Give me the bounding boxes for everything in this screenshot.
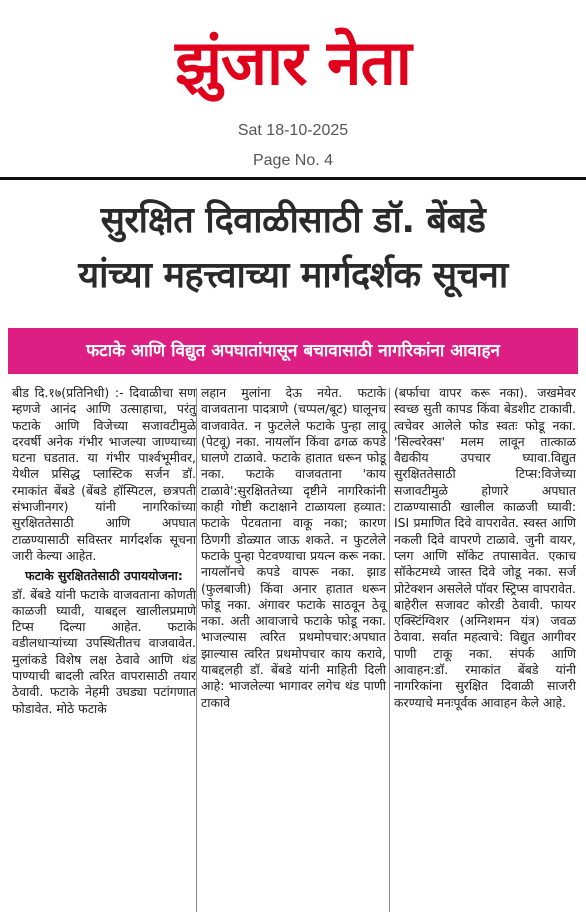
headline-line-1: सुरक्षित दिवाळीसाठी डॉ. बेंबडे [100,200,486,241]
column-divider-1 [196,388,197,912]
edition-date: Sat 18-10-2025 [237,122,349,139]
masthead [0,0,586,176]
article-headline [8,193,578,303]
article-column-3 [394,385,576,711]
column-2-paragraph: लहान मुलांना देऊ नयेत. फटाके वाजवताना पादत्राणे (चप्पल/बूट) घालूनच वाजवावेत. न फुटलेले फटाके पुन्हा लावू (पेटवू) नका. नायलॉन किंवा ढगळ कपडे घालणे टाळावे. फटाके हातात धरून फोडू नका. फटाके वाजवताना 'काय टाळावे':सुरक्षिततेच्या दृष्टीने नागरिकांनी काही गोष्टी कटाक्षाने टाळायला हव्यात: फटाके पेटवताना वाकू नका; कारण ठिणगी डोळ्यात जाऊ शकते. न फुटलेले फटाके पुन्हा पेटवण्याचा प्रयत्न करू नका. नायलॉनचे कपडे वापरू नका. झाड (फुलबाजी) किंवा अनार हातात धरून फोडू नका. अंगावर फटाके साठवून ठेवू नका. अती आवाजाचे फटाके फोडू नका. भाजल्यास त्वरित प्रथमोपचार:अपघात झाल्यास त्वरित प्रथमोपचार काय करावे, याबद्दलही डॉ. बेंबडे यांनी माहिती दिली आहे: भाजलेल्या भागावर लगेच थंड पाणी टाकावे [201,385,386,710]
column-3-paragraph: (बर्फाचा वापर करू नका). जखमेवर स्वच्छ सुती कापड किंवा बेडशीट टाकावी. त्वचेवर आलेले फोड स्वतः फोडू नका. 'सिल्वरेक्स' मलम लावून तात्काळ वैद्यकीय उपचार घ्यावा.विद्युत सुरक्षिततेसाठी टिप्स:विजेच्या सजावटीमुळे होणारे अपघात टाळण्यासाठी खालील काळजी घ्यावी: ISI प्रमाणित दिवे वापरावेत. स्वस्त आणि नकली दिवे वापरणे टाळावे. जुनी वायर, प्लग आणि सॉकेट तपासावेत. एकाच सॉकेटमध्ये जास्त दिवे जोडू नका. सर्ज प्रोटेक्शन असलेले पॉवर स्ट्रिप्स वापरावेत. बाहेरील सजावट कोरडी ठेवावी. फायर एक्स्टिंग्विशर (अग्निशमन यंत्र) जवळ ठेवावा. सर्वात महत्वाचे: विद्युत आगीवर पाणी टाकू नका. संपर्क आणि आवाहन:डॉ. रमाकांत बेंबडे यांनी नागरिकांना सुरक्षित दिवाळी साजरी करण्याचे मनःपूर्वक आवाहन केले आहे. [394,385,576,710]
article-column-2 [201,385,386,711]
column-1-intro-paragraph: बीड दि.१७(प्रतिनिधी) :- दिवाळीचा सण म्हणजे आनंद आणि उत्साहाचा, परंतु फटाके आणि विजेच्या सजावटीमुळे दरवर्षी अनेक गंभीर भाजल्या जाण्याच्या घटना घडतात. या गंभीर पार्श्वभूमीवर, येथील प्रसिद्ध प्लास्टिक सर्जन डॉ. रमाकांत बेंबडे (बेंबडे हॉस्पिटल, छत्रपती संभाजीनगर) यांनी नागरिकांच्या सुरक्षिततेसाठी आणि अपघात टाळण्यासाठी सविस्तर मार्गदर्शक सूचना जारी केल्या आहेत. [12,385,196,563]
column-1-body-paragraph: डॉ. बेंबडे यांनी फटाके वाजवताना कोणती काळजी घ्यावी, याबद्दल खालीलप्रमाणे टिप्स दिल्या आहेत. फटाके वडीलधाऱ्यांच्या उपस्थितीतच वाजवावेत. मुलांकडे विशेष लक्ष ठेवावे आणि थंड पाण्याची बादली त्वरित वापरासाठी तयार ठेवावी. फटाके नेहमी उघड्या पटांगणात फोडावेत. मोठे फटाके [12,586,196,716]
column-1-subheading: फटाके सुरक्षिततेसाठी उपाययोजना: [25,568,183,584]
headline-line-2: यांच्या महत्त्वाच्या मार्गदर्शक सूचना [78,255,508,296]
article-subheadline: फटाके आणि विद्युत अपघातांपासून बचावासाठी नागरिकांना आवाहन [8,328,578,374]
newspaper-logo: झुंजार नेता [175,26,411,99]
page-number: Page No. 4 [252,152,334,169]
masthead-divider [0,177,586,180]
column-divider-2 [389,388,390,912]
article-column-1 [12,385,196,717]
